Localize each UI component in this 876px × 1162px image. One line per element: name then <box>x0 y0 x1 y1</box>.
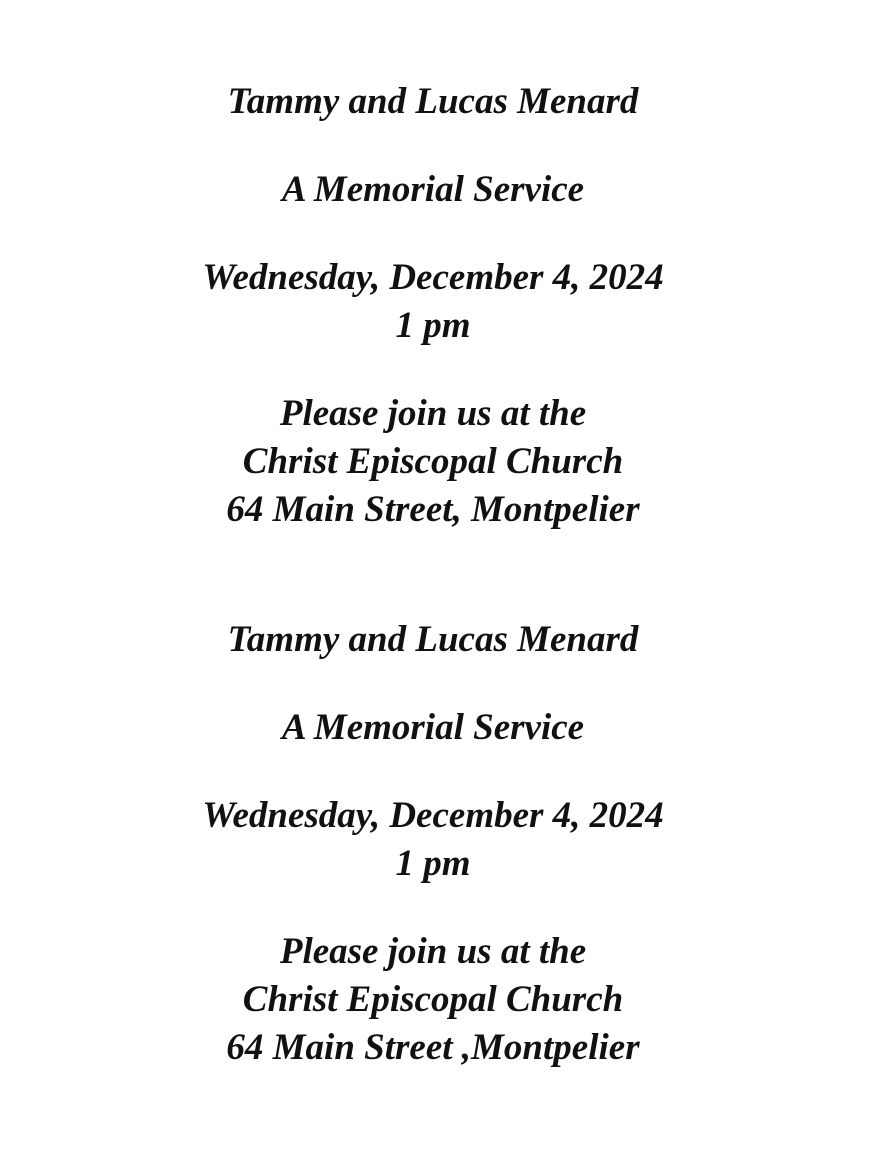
honoree-names: Tammy and Lucas Menard <box>227 619 639 660</box>
venue-address: 64 Main Street, Montpelier <box>226 489 640 530</box>
service-time: 1 pm <box>395 305 471 346</box>
venue-name: Christ Episcopal Church <box>242 441 624 482</box>
service-title: A Memorial Service <box>281 707 585 748</box>
service-date: Wednesday, December 4, 2024 <box>202 795 664 836</box>
invitation-text: Please join us at the <box>279 393 587 434</box>
service-time: 1 pm <box>395 843 471 884</box>
honoree-names: Tammy and Lucas Menard <box>227 81 639 122</box>
venue-address: 64 Main Street ,Montpelier <box>226 1027 640 1068</box>
invitation-text: Please join us at the <box>279 931 587 972</box>
service-title: A Memorial Service <box>281 169 585 210</box>
venue-name: Christ Episcopal Church <box>242 979 624 1020</box>
service-date: Wednesday, December 4, 2024 <box>202 257 664 298</box>
